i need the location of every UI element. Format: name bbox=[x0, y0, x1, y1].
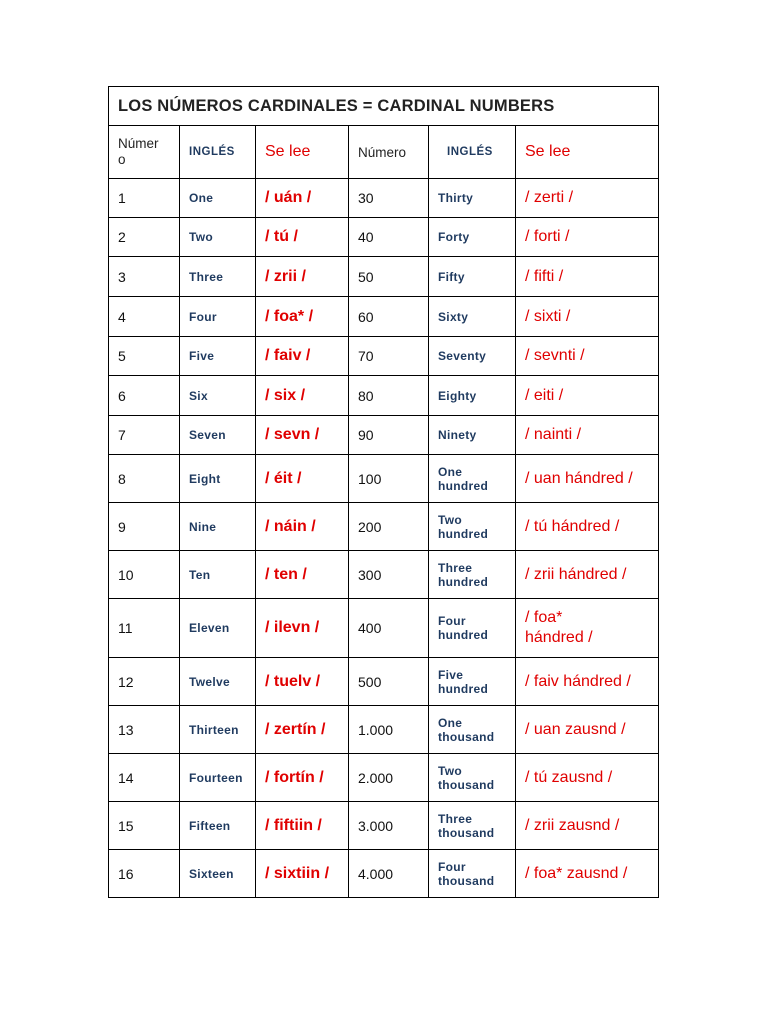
number-cell: 9 bbox=[109, 503, 180, 551]
table-row bbox=[109, 416, 659, 455]
pronunciation-cell: / tú / bbox=[256, 218, 349, 257]
pronunciation-cell: / éit / bbox=[256, 455, 349, 503]
pronunciation-cell: / fifti / bbox=[516, 257, 659, 297]
pronunciation-cell: / fiftiin / bbox=[256, 802, 349, 850]
table-row bbox=[109, 706, 659, 754]
pronunciation-cell: / fortín / bbox=[256, 754, 349, 802]
english-word-cell: Three bbox=[180, 257, 256, 297]
header-ingles-left: INGLÉS bbox=[180, 126, 256, 179]
pronunciation-cell: / sixti / bbox=[516, 297, 659, 337]
number-cell: 300 bbox=[349, 551, 429, 599]
english-word-cell: Thirteen bbox=[180, 706, 256, 754]
number-cell: 13 bbox=[109, 706, 180, 754]
header-numero-right: Número bbox=[349, 126, 429, 179]
table-row bbox=[109, 599, 659, 658]
cardinal-numbers-table bbox=[108, 86, 659, 898]
number-cell: 14 bbox=[109, 754, 180, 802]
english-word-cell: One hundred bbox=[429, 455, 516, 503]
english-word-cell: Two hundred bbox=[429, 503, 516, 551]
pronunciation-cell: / uán / bbox=[256, 179, 349, 218]
number-cell: 5 bbox=[109, 337, 180, 376]
english-word-cell: Three hundred bbox=[429, 551, 516, 599]
number-cell: 11 bbox=[109, 599, 180, 658]
number-cell: 400 bbox=[349, 599, 429, 658]
english-word-cell: Four thousand bbox=[429, 850, 516, 898]
pronunciation-cell: / náin / bbox=[256, 503, 349, 551]
table-row bbox=[109, 218, 659, 257]
english-word-cell: Two bbox=[180, 218, 256, 257]
pronunciation-cell: / faiv / bbox=[256, 337, 349, 376]
number-cell: 10 bbox=[109, 551, 180, 599]
english-word-cell: Eighty bbox=[429, 376, 516, 416]
table-row bbox=[109, 802, 659, 850]
number-cell: 15 bbox=[109, 802, 180, 850]
english-word-cell: Nine bbox=[180, 503, 256, 551]
english-word-cell: Forty bbox=[429, 218, 516, 257]
english-word-cell: Five bbox=[180, 337, 256, 376]
table-row bbox=[109, 503, 659, 551]
number-cell: 1 bbox=[109, 179, 180, 218]
table-row bbox=[109, 850, 659, 898]
number-cell: 1.000 bbox=[349, 706, 429, 754]
english-word-cell: Fifty bbox=[429, 257, 516, 297]
pronunciation-cell: / sixtiin / bbox=[256, 850, 349, 898]
table-row bbox=[109, 297, 659, 337]
table-title: LOS NÚMEROS CARDINALES = CARDINAL NUMBERS bbox=[109, 87, 659, 126]
number-cell: 70 bbox=[349, 337, 429, 376]
number-cell: 50 bbox=[349, 257, 429, 297]
pronunciation-cell: / uan zausnd / bbox=[516, 706, 659, 754]
number-cell: 2.000 bbox=[349, 754, 429, 802]
english-word-cell: Six bbox=[180, 376, 256, 416]
pronunciation-cell: / sevnti / bbox=[516, 337, 659, 376]
table-row bbox=[109, 376, 659, 416]
pronunciation-cell: / sevn / bbox=[256, 416, 349, 455]
pronunciation-cell: / zrii zausnd / bbox=[516, 802, 659, 850]
number-cell: 60 bbox=[349, 297, 429, 337]
number-cell: 30 bbox=[349, 179, 429, 218]
pronunciation-cell: / tú hándred / bbox=[516, 503, 659, 551]
number-cell: 40 bbox=[349, 218, 429, 257]
number-cell: 500 bbox=[349, 658, 429, 706]
number-cell: 80 bbox=[349, 376, 429, 416]
pronunciation-cell: / nainti / bbox=[516, 416, 659, 455]
pronunciation-cell: / uan hándred / bbox=[516, 455, 659, 503]
number-cell: 3 bbox=[109, 257, 180, 297]
number-cell: 12 bbox=[109, 658, 180, 706]
header-row bbox=[109, 126, 659, 179]
english-word-cell: Seven bbox=[180, 416, 256, 455]
number-cell: 90 bbox=[349, 416, 429, 455]
english-word-cell: Sixteen bbox=[180, 850, 256, 898]
table-row bbox=[109, 658, 659, 706]
english-word-cell: Four bbox=[180, 297, 256, 337]
english-word-cell: Thirty bbox=[429, 179, 516, 218]
pronunciation-cell: / faiv hándred / bbox=[516, 658, 659, 706]
number-cell: 16 bbox=[109, 850, 180, 898]
number-cell: 100 bbox=[349, 455, 429, 503]
pronunciation-cell: / ilevn / bbox=[256, 599, 349, 658]
english-word-cell: Four hundred bbox=[429, 599, 516, 658]
english-word-cell: Five hundred bbox=[429, 658, 516, 706]
table-row bbox=[109, 257, 659, 297]
pronunciation-cell: / foa* zausnd / bbox=[516, 850, 659, 898]
number-cell: 200 bbox=[349, 503, 429, 551]
english-word-cell: Three thousand bbox=[429, 802, 516, 850]
number-cell: 2 bbox=[109, 218, 180, 257]
english-word-cell: One bbox=[180, 179, 256, 218]
english-word-cell: Ninety bbox=[429, 416, 516, 455]
number-cell: 4.000 bbox=[349, 850, 429, 898]
number-cell: 6 bbox=[109, 376, 180, 416]
pronunciation-cell: / tú zausnd / bbox=[516, 754, 659, 802]
english-word-cell: Two thousand bbox=[429, 754, 516, 802]
table-row bbox=[109, 337, 659, 376]
english-word-cell: Twelve bbox=[180, 658, 256, 706]
pronunciation-cell: / eiti / bbox=[516, 376, 659, 416]
pronunciation-cell: / ten / bbox=[256, 551, 349, 599]
pronunciation-cell: / zerti / bbox=[516, 179, 659, 218]
number-cell: 4 bbox=[109, 297, 180, 337]
pronunciation-cell: / forti / bbox=[516, 218, 659, 257]
pronunciation-cell: / zrii / bbox=[256, 257, 349, 297]
table-row bbox=[109, 754, 659, 802]
pronunciation-cell: / zertín / bbox=[256, 706, 349, 754]
english-word-cell: Ten bbox=[180, 551, 256, 599]
pronunciation-cell: / foa* hándred / bbox=[516, 599, 659, 658]
table-body bbox=[109, 179, 659, 898]
english-word-cell: Eleven bbox=[180, 599, 256, 658]
number-cell: 7 bbox=[109, 416, 180, 455]
english-word-cell: One thousand bbox=[429, 706, 516, 754]
pronunciation-cell: / tuelv / bbox=[256, 658, 349, 706]
pronunciation-cell: / six / bbox=[256, 376, 349, 416]
table-row bbox=[109, 551, 659, 599]
header-se-lee-right: Se lee bbox=[516, 126, 659, 179]
english-word-cell: Seventy bbox=[429, 337, 516, 376]
pronunciation-cell: / zrii hándred / bbox=[516, 551, 659, 599]
pronunciation-cell: / foa* / bbox=[256, 297, 349, 337]
table-row bbox=[109, 455, 659, 503]
number-cell: 8 bbox=[109, 455, 180, 503]
table-row bbox=[109, 179, 659, 218]
english-word-cell: Sixty bbox=[429, 297, 516, 337]
english-word-cell: Fourteen bbox=[180, 754, 256, 802]
header-se-lee-left: Se lee bbox=[256, 126, 349, 179]
number-cell: 3.000 bbox=[349, 802, 429, 850]
english-word-cell: Fifteen bbox=[180, 802, 256, 850]
english-word-cell: Eight bbox=[180, 455, 256, 503]
header-ingles-right: INGLÉS bbox=[429, 126, 516, 179]
header-numero-left: Númer o bbox=[109, 126, 180, 179]
